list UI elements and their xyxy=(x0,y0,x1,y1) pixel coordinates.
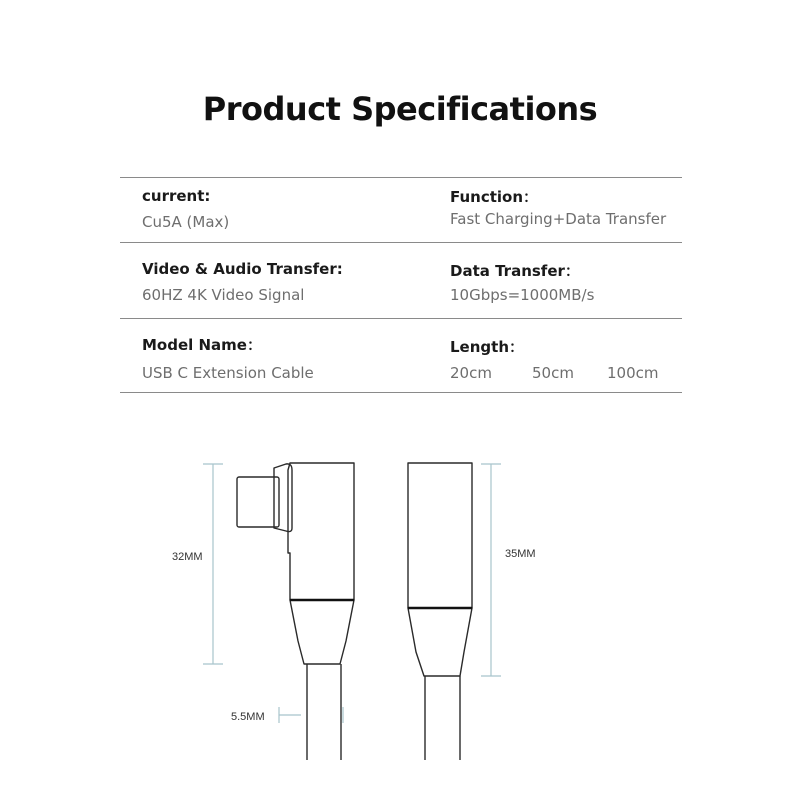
right-connector-housing xyxy=(408,463,472,608)
spec-value-function: Fast Charging+Data Transfer xyxy=(450,210,667,228)
spec-label-length: Length： xyxy=(450,338,524,356)
plug-collar xyxy=(274,464,292,532)
spec-label-function: Function： xyxy=(450,188,539,206)
spec-value-model-name: USB C Extension Cable xyxy=(142,364,314,382)
spec-label-model-name: Model Name： xyxy=(142,336,262,354)
usb-c-plug xyxy=(237,477,279,527)
length-option: 50cm xyxy=(532,364,574,382)
left-strain-relief xyxy=(290,600,354,664)
spec-value-data-transfer: 10Gbps=1000MB/s xyxy=(450,286,595,304)
dimension-label-right-height: 35MM xyxy=(505,548,536,560)
right-strain-relief xyxy=(408,608,472,676)
dimension-label-left-height: 32MM xyxy=(172,551,203,563)
spec-label-data-transfer: Data Transfer： xyxy=(450,262,580,280)
left-connector-housing xyxy=(288,463,354,600)
page-title: Product Specifications xyxy=(202,90,598,128)
length-option: 100cm xyxy=(607,364,659,382)
spec-value-current: Cu5A (Max) xyxy=(142,213,230,231)
spec-value-video-audio: 60HZ 4K Video Signal xyxy=(142,286,305,304)
spec-label-current: current: xyxy=(142,187,211,205)
spec-label-video-audio: Video & Audio Transfer: xyxy=(142,260,343,278)
length-option: 20cm xyxy=(450,364,492,382)
dimension-label-cable-diameter: 5.5MM xyxy=(231,711,265,723)
